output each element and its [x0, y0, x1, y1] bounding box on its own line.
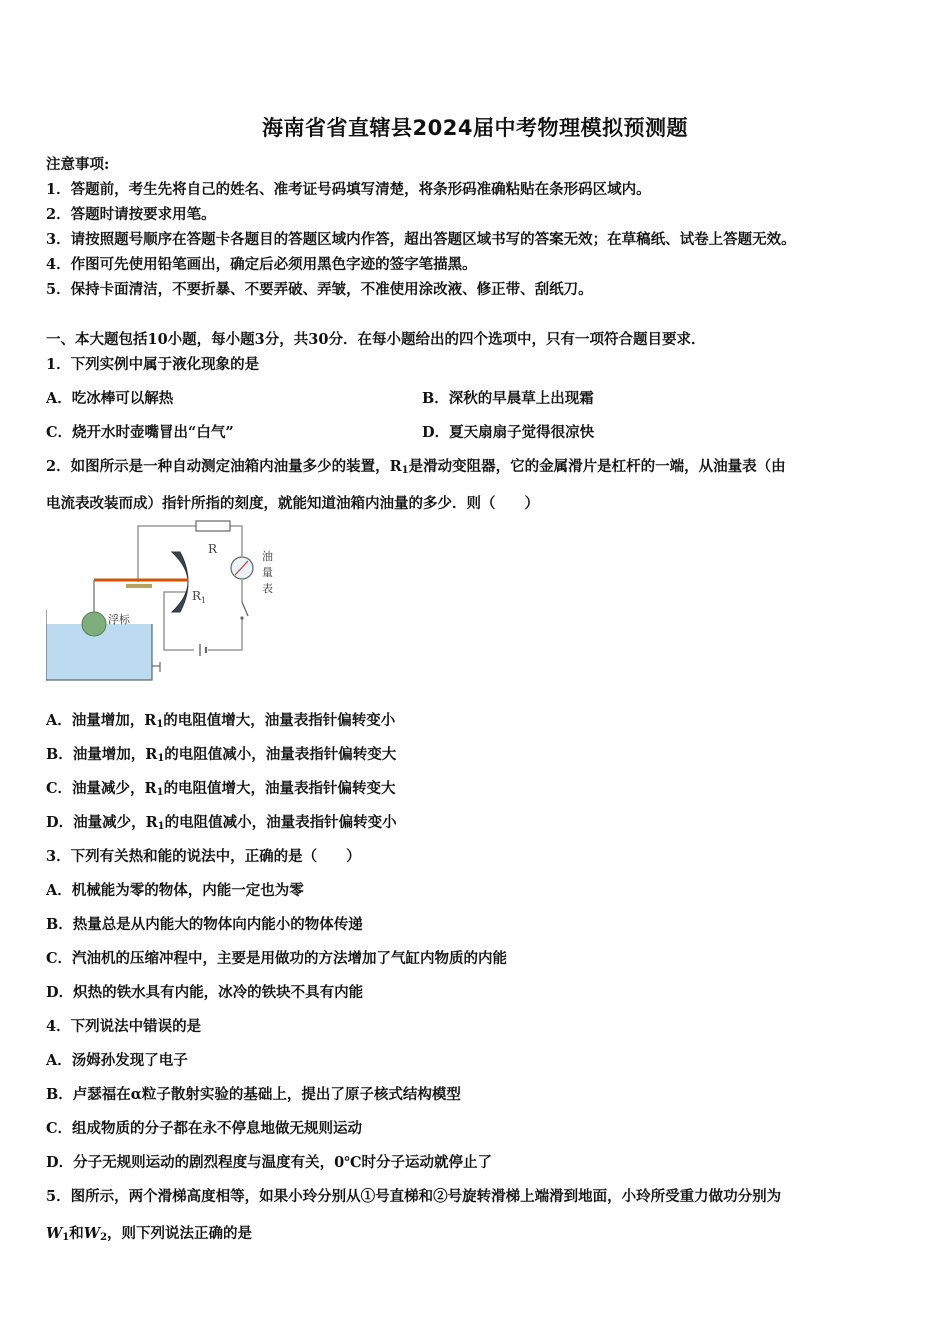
question-2-stem-line-1	[46, 455, 920, 476]
question-2-option-d	[46, 811, 920, 832]
option-text: B．油量增加，R	[46, 746, 158, 763]
stem-text: 2．如图所示是一种自动测定油箱内油量多少的装置，R	[46, 458, 402, 475]
meter-label-1: 油	[262, 550, 273, 563]
meter-label-3: 表	[262, 582, 273, 595]
question-4-option-a: A．汤姆孙发现了电子	[46, 1052, 188, 1069]
label-r1: $R_1$	[192, 589, 207, 605]
subscript: 1	[157, 821, 165, 832]
work-symbol-w1: W	[46, 1225, 63, 1242]
option-b: B．深秋的早晨草上出现霜	[422, 390, 594, 407]
notice-item-1: 1．答题前，考生先将自己的姓名、准考证号码填写清楚，将条形码准确粘贴在条形码区域内。	[46, 181, 651, 198]
section-heading: 一、本大题包括10小题，每小题3分，共30分．在每小题给出的四个选项中，只有一项符合题目要求．	[46, 331, 706, 348]
notice-item-4: 4．作图可先使用铅笔画出，确定后必须用黑色字迹的签字笔描黑。	[46, 256, 477, 273]
question-4-option-d: D．分子无规则运动的剧烈程度与温度有关，0℃时分子运动就停止了	[46, 1154, 493, 1171]
option-c: C．烧开水时壶嘴冒出“白气”	[46, 424, 234, 441]
question-2-option-c	[46, 777, 920, 798]
question-4-option-b: B．卢瑟福在α粒子散射实验的基础上，提出了原子核式结构模型	[46, 1086, 461, 1103]
question-4-option-c: C．组成物质的分子都在永不停息地做无规则运动	[46, 1120, 363, 1137]
variable-resistor-r1	[172, 552, 188, 612]
option-text: 的电阻值增大，油量表指针偏转变大	[163, 780, 396, 797]
subscript: 1	[156, 787, 164, 798]
notice-heading: 注意事项:	[46, 156, 110, 173]
page-title: 海南省省直辖县2024届中考物理模拟预测题	[262, 116, 688, 140]
option-text: C．油量减少，R	[46, 780, 157, 797]
question-3-option-a: A．机械能为零的物体，内能一定也为零	[46, 882, 304, 899]
subscript: 1	[62, 1232, 70, 1243]
option-d: D．夏天扇扇子觉得很凉快	[422, 424, 595, 441]
option-text: 的电阻值减小，油量表指针偏转变小	[164, 814, 397, 831]
switch	[242, 602, 248, 616]
question-3-option-d: D．炽热的铁水具有内能，冰冷的铁块不具有内能	[46, 984, 364, 1001]
question-1-stem: 1．下列实例中属于液化现象的是	[46, 356, 260, 373]
question-2-stem-line-2: 电流表改装而成）指针所指的刻度，就能知道油箱内油量的多少．则（ ）	[46, 495, 539, 512]
question-3-option-c: C．汽油机的压缩冲程中，主要是用做功的方法增加了气缸内物质的内能	[46, 950, 508, 967]
subscript: 1	[157, 753, 165, 764]
work-symbol-w2: W	[83, 1225, 101, 1242]
conjunction: 和	[69, 1225, 84, 1242]
label-r: R	[208, 542, 218, 556]
question-3-option-b: B．热量总是从内能大的物体向内能小的物体传递	[46, 916, 363, 933]
float-ball	[82, 612, 106, 636]
stem-text: 是滑动变阻器，它的金属滑片是杠杆的一端，从油量表（由	[408, 458, 786, 475]
meter-label-2: 量	[262, 566, 273, 579]
option-text: D．油量减少，R	[46, 814, 158, 831]
question-4-stem: 4．下列说法中错误的是	[46, 1018, 202, 1035]
question-5-stem-line-1: 5．图所示，两个滑梯高度相等，如果小玲分别从①号直梯和②号旋转滑梯上端滑到地面，小玲所受重力做功分别为	[46, 1188, 782, 1205]
notice-item-3: 3．请按照题号顺序在答题卡各题目的答题区域内作答，超出答题区域书写的答案无效；在草稿纸、试卷上答题无效。	[46, 231, 796, 248]
subscript: 1	[401, 465, 409, 476]
notice-item-5: 5．保持卡面清洁，不要折暴、不要弄破、弄皱，不准使用涂改液、修正带、刮纸刀。	[46, 281, 593, 298]
oil-gauge-circuit-figure	[46, 520, 286, 688]
option-a: A．吃冰棒可以解热	[46, 390, 174, 407]
pivot	[126, 584, 152, 588]
question-1-options-row-2	[46, 421, 920, 442]
subscript: 2	[100, 1232, 108, 1243]
question-5-stem-line-2	[46, 1222, 920, 1243]
option-text: 的电阻值减小，油量表指针偏转变大	[164, 746, 397, 763]
option-text: A．油量增加，R	[46, 712, 157, 729]
option-text: 的电阻值增大，油量表指针偏转变小	[163, 712, 396, 729]
notice-item-2: 2．答题时请按要求用笔。	[46, 206, 216, 223]
question-2-option-b	[46, 743, 920, 764]
question-3-stem: 3．下列有关热和能的说法中，正确的是（ ）	[46, 848, 361, 865]
float-label: 浮标	[108, 613, 130, 626]
subscript: 1	[156, 719, 164, 730]
stem-text: ，则下列说法正确的是	[107, 1225, 253, 1242]
question-1-options-row-1	[46, 387, 920, 408]
question-2-option-a	[46, 709, 920, 730]
resistor-r	[196, 521, 230, 531]
